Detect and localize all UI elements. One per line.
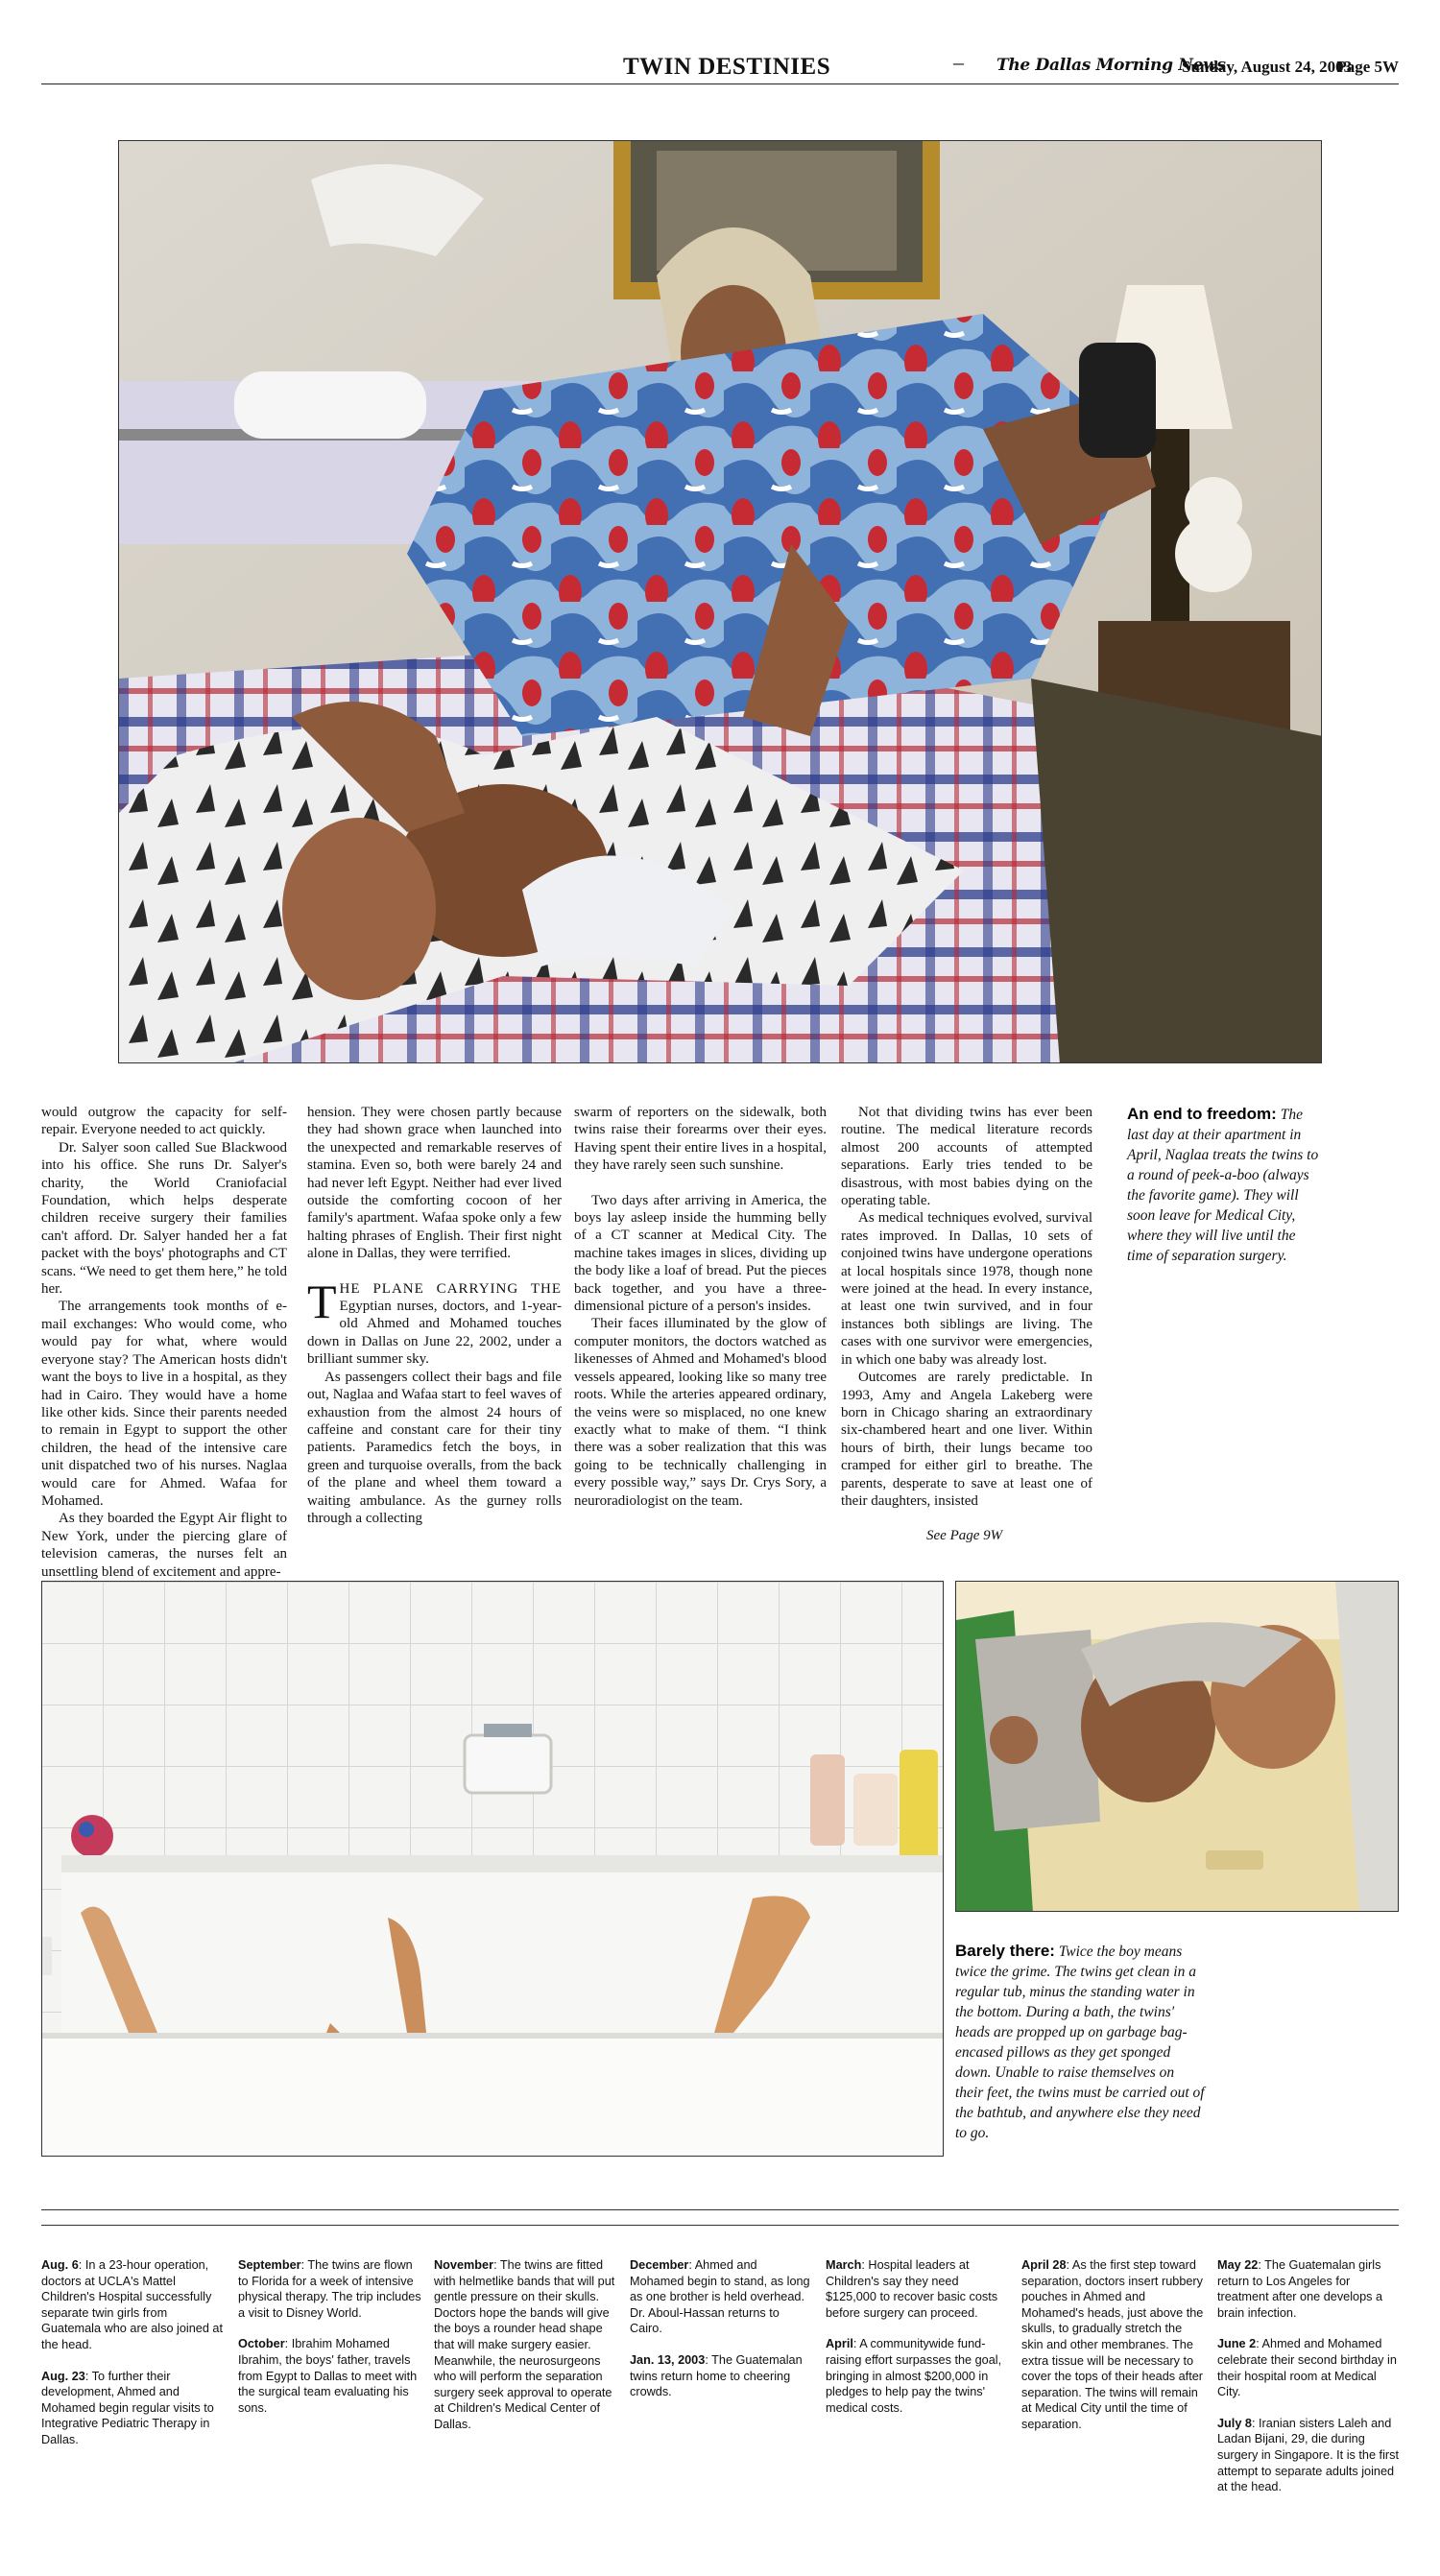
timeline-text: : The Guatemalan girls return to Los Angeles for treatment after one develops a brain infection. (1217, 2258, 1383, 2320)
timeline-text: : The twins are fitted with helmetlike bands that will put gentle pressure on their skulls. Doctors hope the bands will give the boys a rounder head shape that will make surgery easier. Meanwhile, the neurosurgeons who will perform the separation surgery seek approval to operate at Children's Medical Center of Dallas. (434, 2258, 615, 2431)
article-paragraph: As they boarded the Egypt Air flight to New York, under the piercing glare of television cameras, the nurses felt an unsettling blend of excitement and appre- (41, 1511, 287, 1580)
timeline-column (1021, 2257, 1206, 2448)
timeline-date: October (238, 2337, 285, 2351)
timeline-text: : Iranian sisters Laleh and Ladan Bijani, 29, die during surgery in Singapore. It is the first attempt to separate adults joined at the head. (1217, 2416, 1399, 2494)
lead-in-text: Egyptian nurses, doctors, and 1-year-old Ahmed and Mohamed touches down in Dallas on June 22, 2002, under a brilliant summer sky. (307, 1299, 562, 1368)
caption-end-to-freedom (1127, 1104, 1319, 1266)
photo-bathtub (41, 1581, 944, 2157)
page-number: Page 5W (1336, 58, 1399, 76)
timeline-date: May 22 (1217, 2258, 1259, 2272)
timeline-entry (41, 2257, 226, 2353)
issue-date: Sunday, August 24, 2003 (1182, 58, 1353, 76)
timeline-date: April 28 (1021, 2258, 1067, 2272)
timeline-entry (41, 2369, 226, 2448)
timeline-text: : As the first step toward separation, doctors insert rubbery pouches in Ahmed and Mohamed's heads, just above the skulls, to gradually stretch the skin and other membranes. The extra tissue will be necessary to cover the tops of their heads after separation. The twins will remain at Medical City until the time of separation. (1021, 2258, 1204, 2431)
article-paragraph: Not that dividing twins has ever been routine. The medical literature records almost 200 accounts of attempted separations. Early tries tended to be disastrous, with most babies dying on the operating table. (841, 1105, 1092, 1209)
caption-barely-there (955, 1941, 1205, 2143)
article-column-1 (41, 1104, 287, 1581)
article-paragraph: Two days after arriving in America, the boys lay asleep inside the humming belly of a CT scanner at Medical City. The machine takes images in slices, dividing up the body like a loaf of bread. Put the pieces back together, and you have a three-dimensional picture of a person's insides. (574, 1192, 827, 1315)
article-paragraph: Their faces illuminated by the glow of computer monitors, the doctors watched as likenesses of Ahmed and Mohamed's blood vessels appeared, looking like so many tree roots. While the arteries appeared ordinary, the veins were so misplaced, no one knew exactly what to make of them. “I think there was a sober realization that this was going to be technically challenging in every possible way,” says Dr. Crys Sory, a neuroradiologist on the team. (574, 1316, 827, 1509)
article-paragraph: The arrangements took months of e-mail exchanges: Who would come, who would pay for what, where would everyone stay? The American hosts didn't want the boys to live in a hospital, as they had in Cairo. They would have a home like other kids. Since their parents needed to remain in Egypt to support the other children, the head of the intensive care unit dispatched two of his nurses. Naglaa would care for Ahmed. Wafaa for Mohamed. (41, 1299, 287, 1509)
timeline-column (630, 2257, 814, 2416)
timeline-rule-bottom (41, 2225, 1399, 2226)
caption-head: Barely there: (955, 1942, 1055, 1960)
article-paragraph: swarm of reporters on the sidewalk, both twins raise their forearms over their eyes. Having spent their entire lives in a hospital, they have rarely seen such sunshine. (574, 1105, 827, 1174)
article-column-2 (307, 1104, 562, 1527)
timeline-date: Jan. 13, 2003 (630, 2352, 706, 2367)
timeline-column (826, 2257, 1010, 2431)
timeline-entry (238, 2336, 422, 2416)
photo-twins-closeup (955, 1581, 1399, 1912)
article-paragraph: Outcomes are rarely predictable. In 1993, Amy and Angela Lakeberg were born in Chicago sharing an extraordinary six-chambered heart and one liver. Within hours of birth, their lungs became too cramped for either girl to breathe. The parents, desperate to save at least one of their daughters, insisted (841, 1370, 1092, 1509)
caption-text: Twice the boy means twice the grime. The twins get clean in a regular tub, minus the standing water in the bottom. During a bath, the twins' heads are propped up on garbage bag-encased pillows as they get sponged down. Unable to raise themselves on their feet, the twins must be carried out of the bathtub, and anywhere else they need to go. (955, 1944, 1205, 2141)
article-paragraph: As passengers collect their bags and file out, Naglaa and Wafaa start to feel waves of exhaustion from the almost 24 hours of caffeine and constant care for their tiny patients. Paramedics fetch the boys, in green and turquoise overalls, from the back of the plane and wheel them toward a waiting ambulance. As the gurney rolls through a collecting (307, 1369, 562, 1526)
jump-reference: See Page 9W (926, 1528, 1003, 1543)
timeline-text: : Ibrahim Mohamed Ibrahim, the boys' father, travels from Egypt to Dallas to meet with the surgical team evaluating his sons. (238, 2337, 418, 2415)
header-dash: – (953, 50, 964, 74)
timeline-text: : In a 23-hour operation, doctors at UCLA's Mattel Children's Hospital successfully separate twin girls from Guatemala who are also joined at the head. (41, 2258, 224, 2351)
section-title: TWIN DESTINIES (623, 54, 831, 80)
timeline-text: : Ahmed and Mohamed begin to stand, as long as one brother is held overhead. Dr. Aboul-Hassan returns to Cairo. (630, 2258, 810, 2336)
article-paragraph: would outgrow the capacity for self-repair. Everyone needed to act quickly. (41, 1105, 287, 1138)
caption-text: The last day at their apartment in April, Naglaa treats the twins to a round of peek-a-boo (always the favorite game). They will soon leave for Medical City, where they will live until the time of separation surgery. (1127, 1107, 1319, 1264)
timeline-text: : Ahmed and Mohamed celebrate their second birthday in their hospital room at Medical City. (1217, 2337, 1397, 2399)
timeline-entry (1217, 2257, 1402, 2321)
caption-head: An end to freedom: (1127, 1105, 1277, 1123)
timeline-column (434, 2257, 618, 2448)
timeline-column (238, 2257, 422, 2431)
timeline-date: Aug. 23 (41, 2369, 85, 2383)
timeline-column (41, 2257, 226, 2464)
timeline-text: : A communitywide fund-raising effort surpasses the goal, bringing in almost $200,000 in pledges to help pay the twins' medical costs. (826, 2337, 1002, 2415)
article-column-3 (574, 1104, 827, 1510)
article-column-4 (841, 1104, 1092, 1510)
photo-peek-a-boo (118, 140, 1322, 1063)
timeline-date: July 8 (1217, 2416, 1252, 2430)
page-header (41, 50, 1399, 84)
timeline-entry (826, 2257, 1010, 2321)
timeline-rule-top (41, 2209, 1399, 2210)
timeline-column (1217, 2257, 1402, 2511)
timeline-date: December (630, 2258, 689, 2272)
article-paragraph: Dr. Salyer soon called Sue Blackwood into his office. She runs Dr. Salyer's charity, the World Craniofacial Foundation, which helps desperate children receive surgery their families can't afford. Dr. Salyer handed her a fat packet with the boys' photographs and CT scans. “We need to get them here,” he told her. (41, 1139, 287, 1298)
article-paragraph: hension. They were chosen partly because they had shown grace when launched into the unexpected and remarkable reserves of stamina. Even so, both were barely 24 and had never left Egypt. Neither had ever lived outside the comforting cocoon of her family's apartment. Wafaa spoke only a few halting phrases of English. Their first night alone in Dallas, they were terrified. (307, 1105, 562, 1262)
timeline-entry (1217, 2416, 1402, 2495)
timeline-entry (238, 2257, 422, 2321)
timeline-entry (826, 2336, 1010, 2416)
drop-cap: T (307, 1274, 337, 1328)
timeline-entry (1217, 2336, 1402, 2399)
timeline-entry (1021, 2257, 1206, 2433)
timeline-date: June 2 (1217, 2337, 1257, 2351)
timeline-entry (630, 2257, 814, 2337)
section-lead-paragraph (307, 1274, 562, 1369)
timeline-date: Aug. 6 (41, 2258, 79, 2272)
timeline-date: March (826, 2258, 862, 2272)
timeline-date: September (238, 2258, 301, 2272)
timeline-text: : Hospital leaders at Children's say they need $125,000 to recover basic costs before surgery can proceed. (826, 2258, 998, 2320)
lead-in-caps: HE PLANE CARRYING THE (339, 1280, 562, 1297)
timeline-entry (434, 2257, 618, 2433)
publication-name: The Dallas Morning News (996, 56, 1226, 75)
timeline-date: April (826, 2337, 853, 2351)
timeline-text: : To further their development, Ahmed and Mohamed begin regular visits to Integrative Pediatric Therapy in Dallas. (41, 2369, 214, 2446)
timeline-entry (630, 2352, 814, 2400)
timeline-text: : The twins are flown to Florida for a week of intensive physical therapy. The trip includes a visit to Disney World. (238, 2258, 421, 2320)
timeline-date: November (434, 2258, 494, 2272)
timeline-text: : The Guatemalan twins return home to cheering crowds. (630, 2352, 803, 2399)
article-paragraph: As medical techniques evolved, survival rates improved. In Dallas, 10 sets of conjoined twins have undergone operations at local hospitals since 1978, though none were joined at the head. In every instance, at least one twin survived, and in four instances both siblings are living. The cases with one survivor were emergencies, in which one baby was already lost. (841, 1210, 1092, 1368)
